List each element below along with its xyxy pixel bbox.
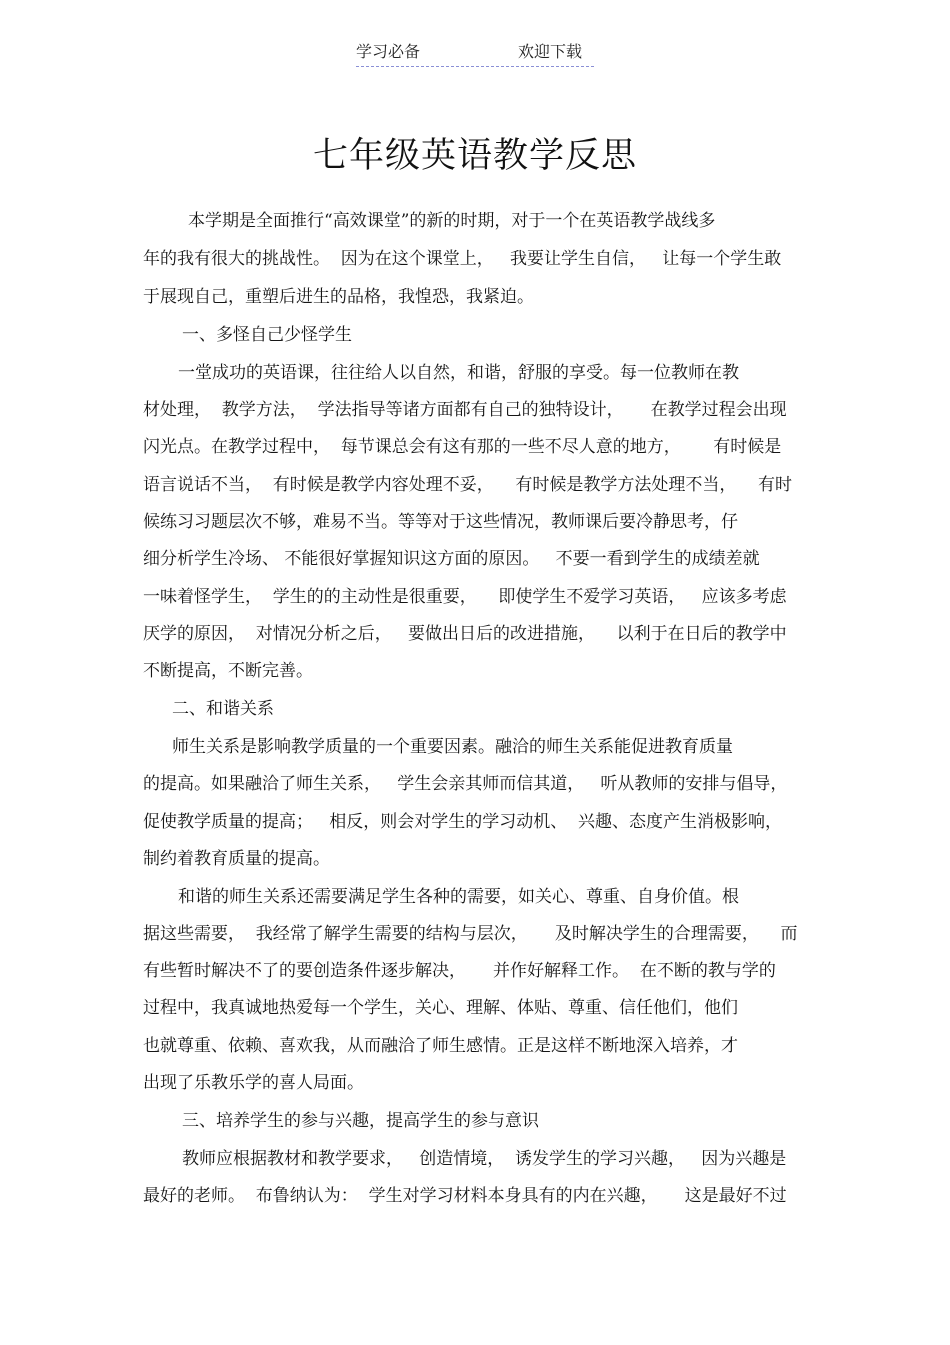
header-left-text: 学习必备 [356,42,421,61]
body-line: 的提高。如果融洽了师生关系， 学生会亲其师而信其道， 听从教师的安排与倡导， [143,774,788,794]
body-line: 不断提高，不断完善。 [143,661,313,681]
body-line: 据这些需要， 我经常了解学生需要的结构与层次， 及时解决学生的合理需要， 而 [143,924,798,944]
body-line: 有些暂时解决不了的要创造条件逐步解决， 并作好解释工作。 在不断的教与学的 [143,961,776,981]
body-line: 师生关系是影响教学质量的一个重要因素。融洽的师生关系能促进教育质量 [172,737,733,757]
body-line: 年的我有很大的挑战性。 因为在这个课堂上， 我要让学生自信， 让每一个学生敢 [143,249,782,269]
body-line: 出现了乐教乐学的喜人局面。 [143,1073,364,1093]
body-line: 过程中，我真诚地热爱每一个学生，关心、理解、体贴、尊重、信任他们，他们 [143,998,738,1018]
body-line: 也就尊重、依赖、喜欢我，从而融洽了师生感情。正是这样不断地深入培养，才 [143,1036,738,1056]
body-line: 一堂成功的英语课，往往给人以自然，和谐，舒服的享受。每一位教师在教 [178,363,739,383]
body-line: 本学期是全面推行“高效课堂”的新的时期，对于一个在英语教学战线多 [188,211,716,231]
body-line: 语言说话不当， 有时候是教学内容处理不妥， 有时候是教学方法处理不当， 有时 [143,475,793,495]
page-header [356,40,594,67]
body-line: 制约着教育质量的提高。 [143,849,330,869]
body-line: 最好的老师。 布鲁纳认为： 学生对学习材料本身具有的内在兴趣， 这是最好不过 [143,1186,787,1206]
body-line: 于展现自己，重塑后进生的品格，我惶恐，我紧迫。 [143,287,534,307]
section-heading: 二、和谐关系 [172,699,274,719]
header-right-text: 欢迎下载 [518,42,583,61]
body-line: 候练习习题层次不够，难易不当。等等对于这些情况，教师课后要冷静思考，仔 [143,512,738,532]
section-heading: 三、培养学生的参与兴趣，提高学生的参与意识 [182,1111,539,1131]
body-line: 促使教学质量的提高； 相反，则会对学生的学习动机、 兴趣、态度产生消极影响， [143,812,783,832]
body-line: 闪光点。在教学过程中， 每节课总会有这有那的一些不尽人意的地方， 有时候是 [143,437,782,457]
document-title: 七年级英语教学反思 [312,136,637,176]
body-line: 一味着怪学生， 学生的的主动性是很重要， 即使学生不爱学习英语， 应该多考虑 [143,587,787,607]
body-line: 教师应根据教材和教学要求， 创造情境， 诱发学生的学习兴趣， 因为兴趣是 [182,1149,787,1169]
section-heading: 一、多怪自己少怪学生 [182,325,352,345]
body-line: 和谐的师生关系还需要满足学生各种的需要，如关心、尊重、自身价值。根 [178,887,739,907]
body-line: 细分析学生冷场、 不能很好掌握知识这方面的原因。 不要一看到学生的成绩差就 [143,549,760,569]
body-line: 材处理， 教学方法， 学法指导等诸方面都有自己的独特设计， 在教学过程会出现 [143,400,787,420]
body-line: 厌学的原因， 对情况分析之后， 要做出日后的改进措施， 以利于在日后的教学中 [143,624,787,644]
